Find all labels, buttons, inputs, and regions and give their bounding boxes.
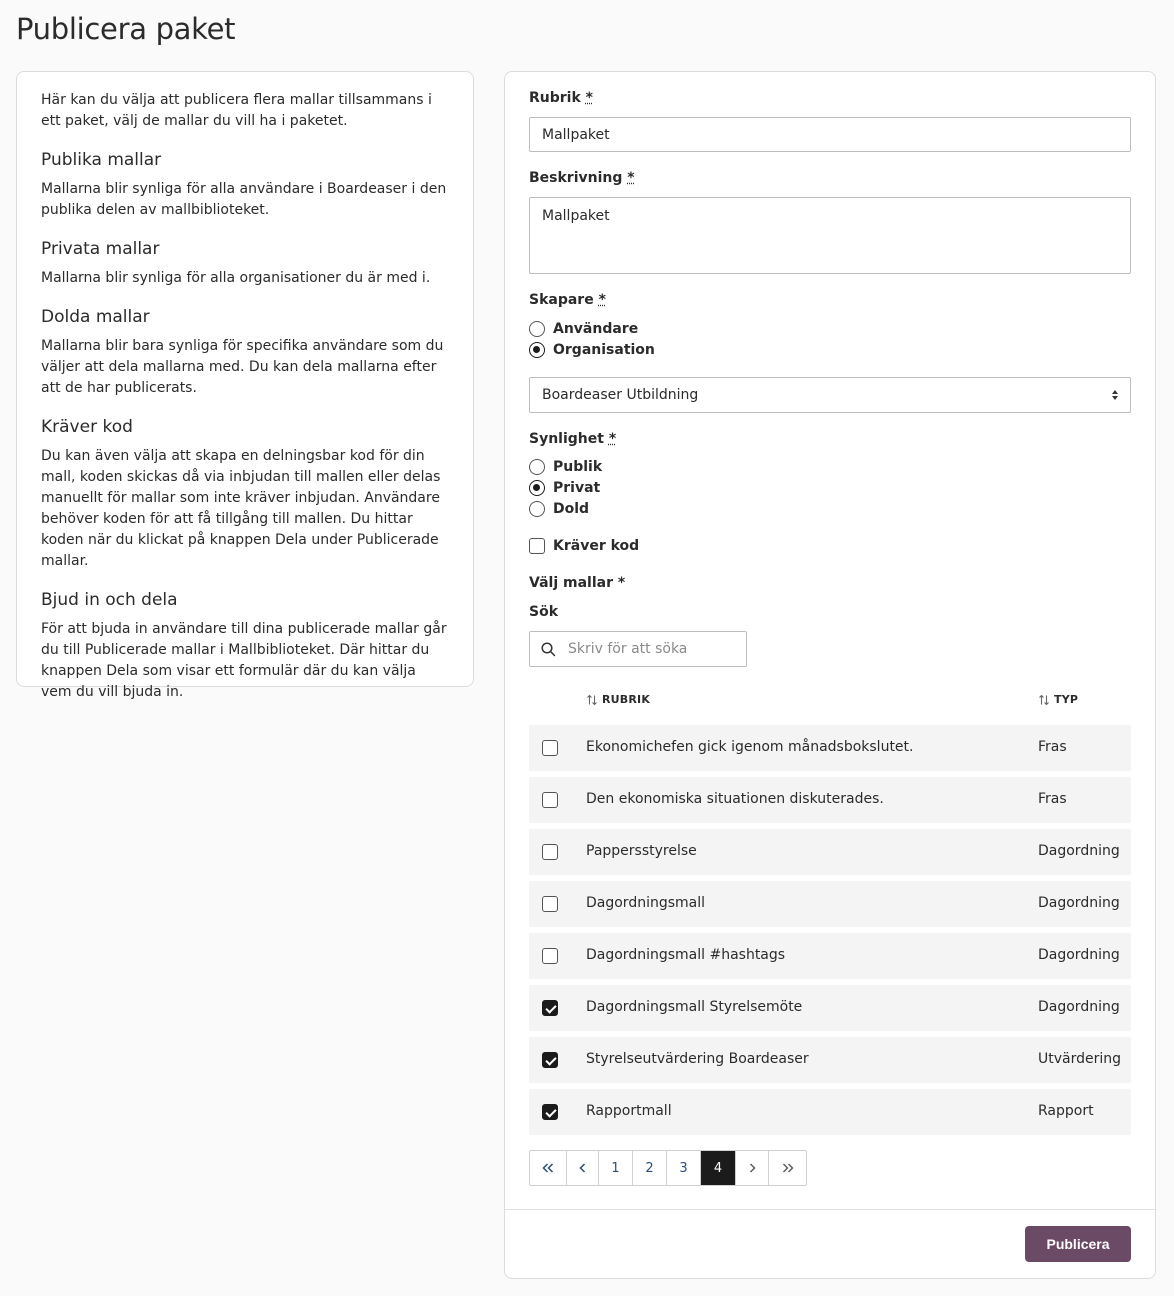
- row-checkbox-checked[interactable]: [542, 1052, 558, 1068]
- info-heading-kraver-kod: Kräver kod: [41, 417, 133, 437]
- kraver-kod-checkbox[interactable]: Kräver kod: [529, 537, 639, 555]
- column-header-typ[interactable]: TYP: [1038, 693, 1078, 706]
- row-checkbox[interactable]: [542, 948, 558, 964]
- info-text-privata: Mallarna blir synliga för alla organisationer du är med i.: [41, 270, 431, 286]
- page-3-button[interactable]: 3: [667, 1151, 701, 1185]
- row-title: Ekonomichefen gick igenom månadsbokslutet.: [586, 739, 914, 755]
- radio-button[interactable]: [529, 501, 545, 517]
- valj-mallar-label: Välj mallar *: [529, 575, 626, 591]
- info-heading-publika: Publika mallar: [41, 150, 162, 170]
- row-type: Dagordning: [1038, 895, 1120, 911]
- row-type: Utvärdering: [1038, 1051, 1122, 1067]
- table-row[interactable]: [529, 829, 1131, 875]
- row-checkbox[interactable]: [542, 844, 558, 860]
- skapare-option-organisation[interactable]: Organisation: [529, 341, 655, 359]
- row-type: Fras: [1038, 739, 1067, 755]
- search-field[interactable]: [529, 631, 747, 667]
- synlighet-option-publik[interactable]: Publik: [529, 458, 602, 476]
- row-type: Fras: [1038, 791, 1067, 807]
- publish-button[interactable]: Publicera: [1025, 1226, 1131, 1262]
- table-row[interactable]: [529, 777, 1131, 823]
- row-checkbox[interactable]: [542, 740, 558, 756]
- column-header-rubrik[interactable]: RUBRIK: [586, 693, 650, 706]
- row-type: Dagordning: [1038, 947, 1120, 963]
- row-type: Rapport: [1038, 1103, 1094, 1119]
- page-1-button[interactable]: 1: [599, 1151, 633, 1185]
- row-type: Dagordning: [1038, 843, 1120, 859]
- beskrivning-textarea[interactable]: Mallpaket: [529, 197, 1131, 274]
- skapare-label: Skapare *: [529, 292, 606, 308]
- search-label: Sök: [529, 604, 559, 620]
- row-title: Rapportmall: [586, 1103, 672, 1119]
- table-row[interactable]: [529, 725, 1131, 771]
- footer-divider: [505, 1209, 1155, 1210]
- rubrik-label: Rubrik *: [529, 90, 593, 106]
- radio-button[interactable]: [529, 321, 545, 337]
- radio-button[interactable]: [529, 459, 545, 475]
- synlighet-option-privat[interactable]: Privat: [529, 479, 600, 497]
- select-arrows-icon: [1111, 389, 1119, 401]
- last-page-button[interactable]: [769, 1151, 806, 1185]
- prev-page-button[interactable]: [567, 1151, 599, 1185]
- next-page-button[interactable]: [736, 1151, 769, 1185]
- info-intro: Här kan du välja att publicera flera mallar tillsammans i ett paket, välj de mallar du vill ha i paketet.: [41, 92, 432, 129]
- sort-icon: [586, 694, 598, 706]
- info-text-dolda: Mallarna blir bara synliga för specifika användare som du väljer att dela mallarna med. Du kan dela mallarna efter att de har publicerats.: [41, 338, 444, 396]
- row-title: Pappersstyrelse: [586, 843, 697, 859]
- row-type: Dagordning: [1038, 999, 1120, 1015]
- page-2-button[interactable]: 2: [633, 1151, 667, 1185]
- info-text-publika: Mallarna blir synliga för alla användare i Boardeaser i den publika delen av mallbiblioteket.: [41, 181, 447, 218]
- synlighet-label: Synlighet *: [529, 431, 617, 447]
- sort-icon: [1038, 694, 1050, 706]
- info-heading-bjud-in: Bjud in och dela: [41, 590, 178, 610]
- double-chevron-left-icon: [542, 1163, 554, 1173]
- table-row[interactable]: [529, 933, 1131, 979]
- search-icon: [541, 642, 556, 657]
- beskrivning-label: Beskrivning *: [529, 170, 635, 186]
- search-input[interactable]: [568, 640, 738, 658]
- row-title: Dagordningsmall #hashtags: [586, 947, 786, 963]
- first-page-button[interactable]: [530, 1151, 567, 1185]
- row-checkbox[interactable]: [542, 896, 558, 912]
- page-4-button-current[interactable]: 4: [701, 1151, 736, 1185]
- synlighet-option-dold[interactable]: Dold: [529, 500, 589, 518]
- pagination: [529, 1150, 807, 1186]
- table-row[interactable]: [529, 1037, 1131, 1083]
- double-chevron-right-icon: [782, 1163, 794, 1173]
- row-checkbox[interactable]: [542, 792, 558, 808]
- skapare-option-anvandare[interactable]: Användare: [529, 320, 638, 338]
- organisation-select[interactable]: Boardeaser Utbildning: [529, 377, 1131, 413]
- publish-form: [504, 71, 1156, 1279]
- info-heading-privata: Privata mallar: [41, 239, 160, 259]
- table-row[interactable]: [529, 1089, 1131, 1135]
- chevron-left-icon: [579, 1163, 586, 1173]
- row-title: Dagordningsmall: [586, 895, 706, 911]
- info-text-bjud-in: För att bjuda in användare till dina publicerade mallar går du till Publicerade mallar i Mallbiblioteket. Där hittar du knappen Dela som visar ett formulär där du kan välja vem du vill bjuda in.: [41, 621, 447, 700]
- info-text-kraver-kod: Du kan även välja att skapa en delningsbar kod för din mall, koden skickas då via inbjudan till mallen eller delas manuellt för mallar som inte kräver inbjudan. Användare behöver koden för att få tillgång till mallen. Du hittar koden när du klickat på knappen Dela under Publicerade mallar.: [41, 448, 441, 569]
- table-row[interactable]: [529, 881, 1131, 927]
- table-row[interactable]: [529, 985, 1131, 1031]
- chevron-right-icon: [749, 1163, 756, 1173]
- row-checkbox-checked[interactable]: [542, 1104, 558, 1120]
- rubrik-input[interactable]: Mallpaket: [529, 117, 1131, 152]
- row-title: Den ekonomiska situationen diskuterades.: [586, 791, 884, 807]
- info-panel: [16, 71, 474, 700]
- radio-button-selected[interactable]: [529, 342, 545, 358]
- row-title: Dagordningsmall Styrelsemöte: [586, 999, 803, 1015]
- radio-button-selected[interactable]: [529, 480, 545, 496]
- info-heading-dolda: Dolda mallar: [41, 307, 150, 327]
- checkbox[interactable]: [529, 538, 545, 554]
- row-checkbox-checked[interactable]: [542, 1000, 558, 1016]
- page-title: Publicera paket: [16, 12, 236, 46]
- row-title: Styrelseutvärdering Boardeaser: [586, 1051, 809, 1067]
